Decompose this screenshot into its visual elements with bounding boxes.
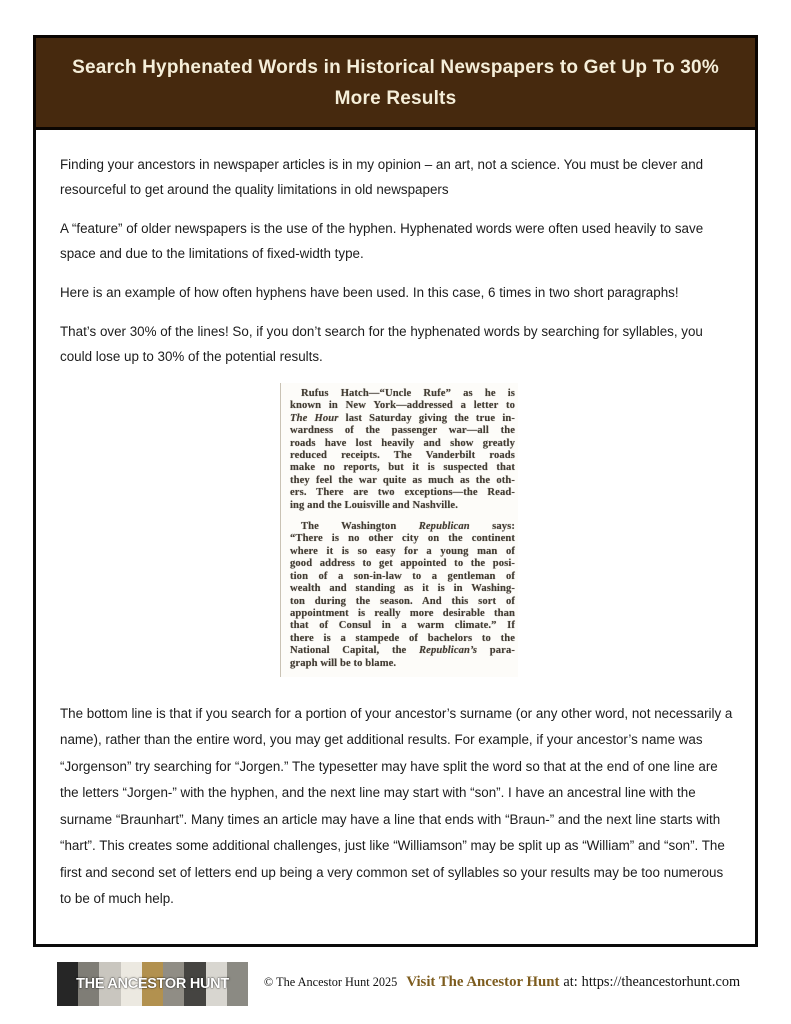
cline: reduced receipts. The Vanderbilt roads	[290, 450, 515, 462]
website-link[interactable]: https://theancestorhunt.com	[581, 974, 741, 990]
cline: known in New York—addressed a letter to	[290, 400, 515, 412]
cline: ers. There are two exceptions—the Read-	[290, 487, 515, 499]
article-body	[33, 130, 758, 947]
clipping-paragraph-2	[290, 521, 515, 670]
cline: National Capital, the Republican’s para-	[290, 645, 515, 657]
cline: ton during the season. And this sort of	[290, 595, 515, 607]
cline: roads have lost heavily and show greatly	[290, 437, 515, 449]
clipping-paragraph-1	[290, 388, 515, 512]
cline: that of Consul in a warm climate.” If	[290, 620, 515, 632]
cline: they feel the war quite as much as the oth-	[290, 474, 515, 486]
cline: The Hour last Saturday giving the true in-	[290, 412, 515, 424]
logo-text: THE ANCESTOR HUNT	[76, 976, 229, 992]
para: Finding your ancestors in newspaper articles is in my opinion – an art, not a science. You must be clever and resourceful to get around the quality limitations in old newspapers	[60, 157, 704, 197]
page-footer	[0, 947, 791, 1024]
cline: make no reports, but it is suspected that	[290, 462, 515, 474]
page-title	[36, 52, 755, 114]
newspaper-clipping-image	[280, 383, 518, 677]
copyright-line	[262, 973, 742, 991]
cline: “There is no other city on the continent	[290, 533, 515, 545]
cline: where it is so easy for a young man of	[290, 545, 515, 557]
visit-label: Visit The Ancestor Hunt	[406, 974, 560, 990]
para: A “feature” of older newspapers is the use of the hyphen. Hyphenated words were often used heavily to save space and due to the limitations of fixed-width type.	[60, 221, 704, 261]
cline: appointment is really more desirable than	[290, 607, 515, 619]
cline: wardness of the passenger war—all the	[290, 425, 515, 437]
copyright-text: © The Ancestor Hunt 2025	[263, 975, 398, 989]
ancestor-hunt-logo	[57, 962, 248, 1006]
title-line: Search Hyphenated Words in Historical Newspapers to Get Up To 30%	[72, 56, 719, 78]
cline: good address to get appointed to the posi-	[290, 558, 515, 570]
cline: graph will be to blame.	[290, 657, 397, 669]
para: Here is an example of how often hyphens have been used. In this case, 6 times in two short paragraphs!	[60, 285, 679, 300]
title-banner	[33, 35, 758, 130]
visit-suffix: at:	[563, 974, 578, 990]
closing-paragraph: The bottom line is that if you search for a portion of your ancestor’s surname (or any other word, not necessarily a name), rather than the entire word, you may get additional results. For example, if your ancestor’s name was “Jorgenson” try searching for “Jorgen.” The typesetter may have split the word so that at the end of one line are the letters “Jorgen-” with the hyphen, and the next line may start with “son”. I have an ancestral line with the surname “Braunhart”. Many times an article may have a line that ends with “Braun-” and the next line starts with “hart”. This creates some additional challenges, just like “Williamson” may be split up as “William” and “son”. The first and second set of letters end up being a very common set of syllables so your results may be too numerous to be of much help.	[60, 705, 733, 907]
intro-paragraphs	[60, 152, 738, 369]
cline: wealth and standing as it is in Washing-	[290, 583, 515, 595]
para: That’s over 30% of the lines! So, if you don’t search for the hyphenated words by searching for syllables, you could lose up to 30% of the potential results.	[60, 324, 703, 364]
cline: Rufus Hatch—“Uncle Rufe” as he is	[301, 388, 515, 399]
cline: tion of a son-in-law to a gentleman of	[290, 570, 515, 582]
cline: there is a stampede of bachelors to the	[290, 632, 515, 644]
title-line: More Results	[334, 87, 457, 109]
cline: The Washington Republican says:	[301, 521, 516, 533]
cline: ing and the Louisville and Nashville.	[290, 499, 458, 511]
